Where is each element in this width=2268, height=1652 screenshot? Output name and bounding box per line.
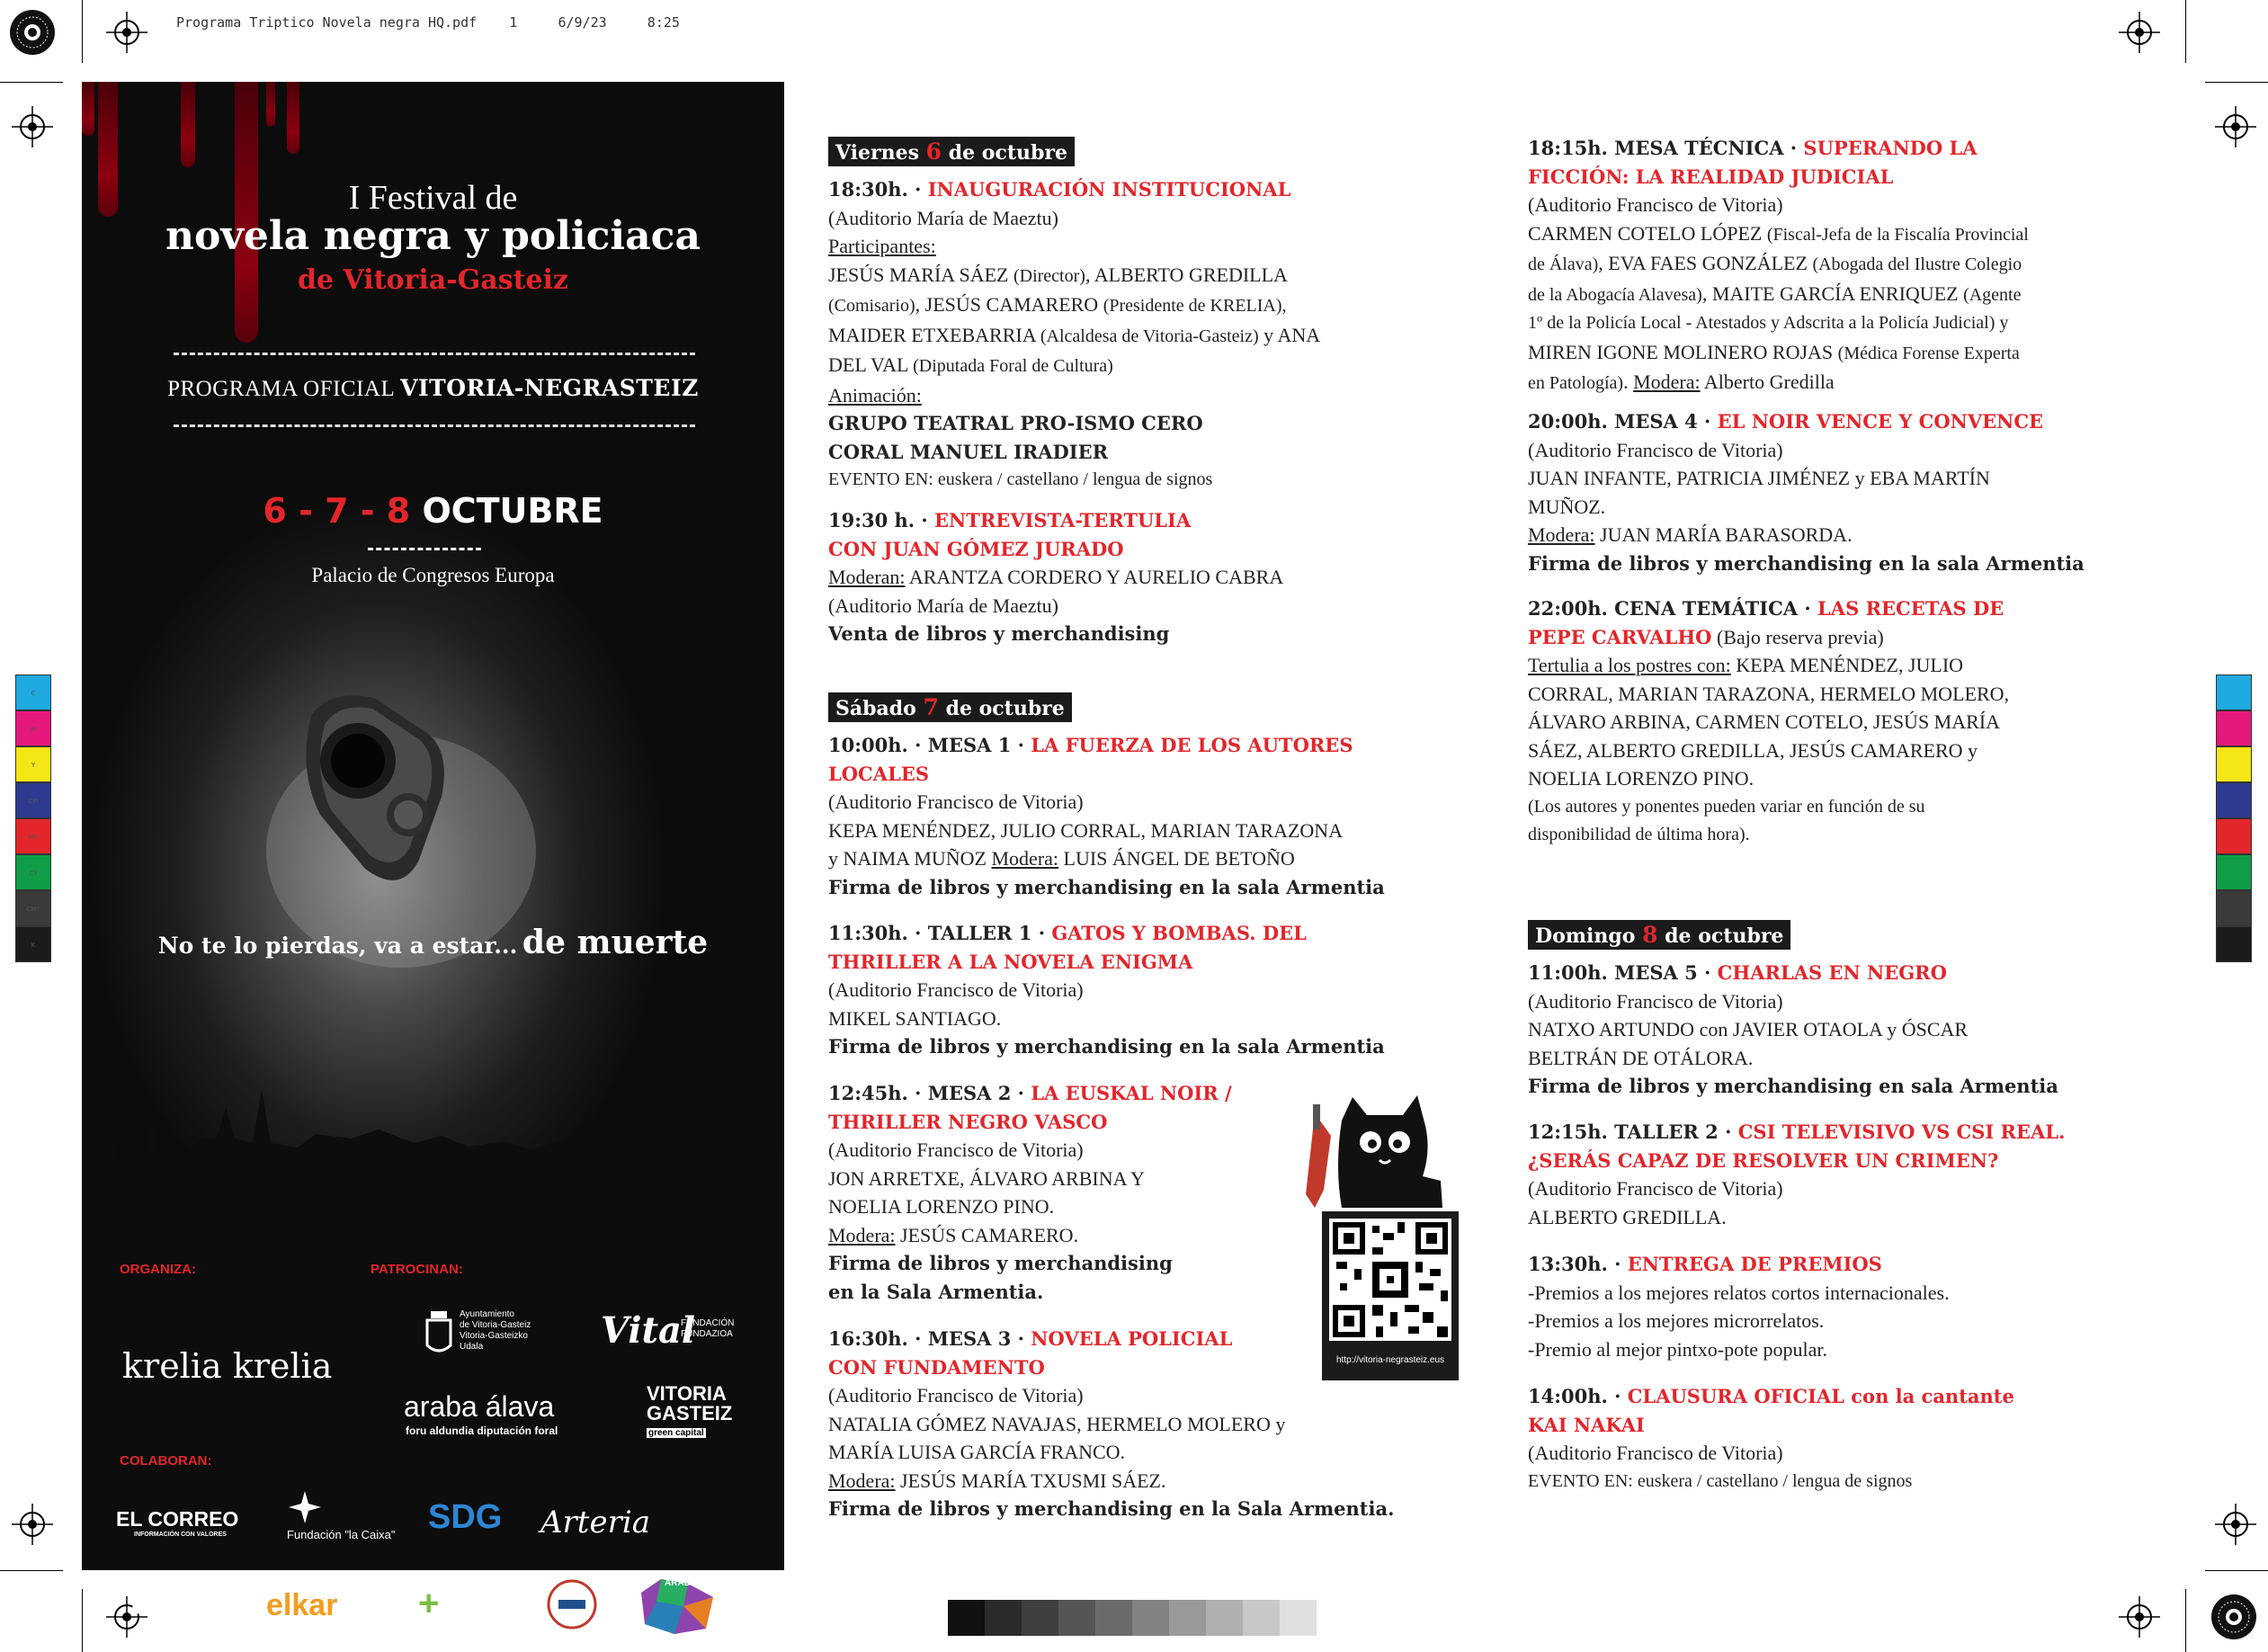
moderator-name: JESÚS CAMARERO.	[895, 1223, 1079, 1246]
swatch-blue	[2216, 782, 2252, 818]
participant-name: , JESÚS CAMARERO	[915, 293, 1103, 316]
slogan	[82, 924, 784, 961]
event-speakers: MIKEL SANTIAGO.	[828, 1006, 1002, 1030]
crop-mark	[2185, 1589, 2186, 1652]
swatch-rich-black	[2216, 890, 2252, 926]
day-name: Domingo	[1535, 924, 1643, 948]
ayser-logo	[131, 1584, 250, 1622]
event-venue: (Auditorio Francisco de Vitoria)	[828, 1139, 1084, 1161]
event-title: GATOS Y BOMBAS. DEL	[1051, 922, 1307, 944]
swatch-green: CY	[15, 854, 51, 890]
event-closing	[1528, 1382, 2014, 1496]
starburst-mark-bottom-right	[2210, 1594, 2257, 1640]
participant-role: en Patología)	[1528, 373, 1624, 393]
tertulia-names: ÁLVARO ARBINA, CARMEN COTELO, JESÚS MARÍA	[1528, 710, 2001, 733]
swatch-magenta	[2216, 710, 2252, 746]
lego-logo: LEGO	[371, 1594, 422, 1614]
event-mesa-tecnica	[1528, 134, 2029, 398]
gun-icon	[293, 680, 473, 932]
participant-role: (Director)	[1013, 265, 1085, 286]
award-item: -Premios a los mejores relatos cortos internacionales.	[1528, 1281, 1950, 1304]
patrocinan-label: PATROCINAN:	[371, 1262, 463, 1277]
event-venue: (Auditorio María de Maeztu)	[828, 594, 1058, 617]
event-signing-note: Firma de libros y merchandising en sala Armentia	[1528, 1075, 2058, 1097]
moderator-label: Modera:	[1528, 523, 1595, 546]
festival-title-line2: novela negra y policiaca	[165, 213, 701, 259]
venue-name: Palacio de Congresos Europa	[311, 564, 555, 586]
event-title: NOVELA POLICIAL	[1031, 1327, 1233, 1350]
tertulia-label: Tertulia a los postres con:	[1528, 654, 1731, 676]
swatch-blue: CM	[15, 782, 51, 818]
registration-mark	[2215, 1504, 2256, 1545]
colaboran-label: COLABORAN:	[120, 1453, 212, 1469]
event-speakers: NOELIA LORENZO PINO.	[828, 1195, 1055, 1218]
moderator-label: Modera:	[828, 1469, 896, 1492]
blood-drip	[287, 82, 299, 154]
event-speakers: ALBERTO GREDILLA.	[1528, 1205, 1727, 1228]
program-name: VITORIA-NEGRASTEIZ	[400, 375, 699, 401]
dashed-divider	[368, 548, 481, 550]
slug-time: 8:25	[647, 14, 680, 31]
event-venue: (Auditorio Francisco de Vitoria)	[828, 1384, 1084, 1406]
moderator-name: JESÚS MARÍA TXUSMI SÁEZ.	[895, 1469, 1166, 1492]
vg-line1: VITORIA	[647, 1382, 727, 1405]
event-time: 18:15h. MESA TÉCNICA ·	[1528, 137, 1804, 159]
swatch-cyan	[2216, 674, 2252, 710]
event-speakers: NATALIA GÓMEZ NAVAJAS, HERMELO MOLERO y	[828, 1412, 1286, 1435]
swatch-rich-black: CMY	[15, 890, 51, 926]
ayser-com: .com	[220, 1602, 251, 1616]
event-time: 22:00h. CENA TEMÁTICA ·	[1528, 597, 1818, 620]
participant-name: CARMEN COTELO LÓPEZ	[1528, 221, 1767, 245]
ayto-line4: Udala	[460, 1342, 484, 1352]
award-item: -Premio al mejor pintxo-pote popular.	[1528, 1337, 1827, 1361]
starburst-mark-top-left	[9, 9, 56, 56]
tertulia-names: SÁEZ, ALBERTO GREDILLA, JESÚS CAMARERO y	[1528, 738, 1978, 762]
award-item: -Premios a los mejores microrrelatos.	[1528, 1309, 1825, 1332]
crop-mark	[0, 82, 63, 83]
color-bar-left	[15, 674, 51, 962]
event-time: 14:00h. ·	[1528, 1385, 1628, 1407]
event-taller-2	[1528, 1118, 2065, 1231]
araba-logo: araba álava	[404, 1390, 555, 1423]
arteria-logo: Arteria	[540, 1505, 650, 1540]
swatch-red: MY	[15, 818, 51, 854]
event-venue: (Auditorio Francisco de Vitoria)	[828, 790, 1084, 813]
day-number: 6	[925, 138, 942, 165]
event-time: 12:15h. TALLER 2 ·	[1528, 1121, 1738, 1143]
event-time: 13:30h. ·	[1528, 1253, 1628, 1275]
participant-name: y ANA	[1258, 323, 1321, 346]
participant-role: (Comisario)	[828, 296, 915, 316]
dashed-divider	[174, 424, 695, 427]
swatch-yellow	[2216, 746, 2252, 782]
day-number: 8	[1642, 922, 1658, 948]
crop-mark	[82, 1589, 83, 1652]
araba-map-label: ARABA	[665, 1578, 698, 1588]
blood-drip	[181, 82, 195, 167]
event-venue: (Auditorio Francisco de Vitoria)	[1528, 193, 1783, 216]
event-title-cont: LOCALES	[828, 762, 930, 785]
color-bar-right	[2216, 674, 2252, 962]
participant-name: MIREN IGONE MOLINERO ROJAS	[1528, 340, 1838, 363]
event-speakers: JON ARRETXE, ÁLVARO ARBINA Y	[828, 1166, 1145, 1190]
event-title: INAUGURACIÓN INSTITUCIONAL	[927, 178, 1291, 201]
event-title-cont: PEPE CARVALHO	[1528, 625, 1712, 648]
swatch-yellow: Y	[15, 746, 51, 782]
vital-sub1: FUNDACIÓN	[681, 1318, 735, 1328]
event-time: 11:30h. · TALLER 1 ·	[828, 922, 1052, 944]
el-correo-logo: EL CORREO	[116, 1507, 239, 1531]
event-title: ENTREVISTA-TERTULIA	[934, 509, 1192, 531]
blood-drip	[82, 82, 94, 136]
black-cat-icon	[1306, 1095, 1457, 1208]
blood-drip	[266, 82, 275, 127]
event-signing-note: Firma de libros y merchandising en la sala Armentia	[1528, 551, 2085, 575]
event-title: LA FUERZA DE LOS AUTORES	[1031, 734, 1353, 756]
event-venue: (Auditorio Francisco de Vitoria)	[1528, 1442, 1783, 1464]
day-header-sunday	[1528, 920, 1790, 950]
participant-name: , ALBERTO GREDILLA	[1085, 263, 1288, 286]
crop-mark	[2205, 82, 2268, 83]
event-venue: (Auditorio María de Maeztu)	[828, 206, 1058, 229]
animation-group: GRUPO TEATRAL PRO-ISMO CERO	[828, 412, 1203, 434]
participant-role: (Diputada Foral de Cultura)	[913, 356, 1113, 376]
la-caixa-logo: Fundación "la Caixa"	[287, 1528, 396, 1541]
event-title-cont: FICCIÓN: LA REALIDAD JUDICIAL	[1528, 165, 1894, 188]
event-speakers: JUAN INFANTE, PATRICIA JIMÉNEZ y EBA MARTÍN	[1528, 467, 1990, 489]
sponsors-area	[82, 1170, 784, 1633]
ayser-sub: <fuerza online>	[172, 1624, 228, 1633]
event-mesa-3	[828, 1325, 1394, 1523]
moderator-label: Modera:	[828, 1223, 896, 1246]
separator: .	[1623, 371, 1634, 393]
slogan-part-b: de muerte	[522, 924, 709, 961]
vital-sub	[681, 1318, 734, 1340]
araba-sub: foru aldundia diputación foral	[406, 1424, 558, 1437]
event-title-cont: CON JUAN GÓMEZ JURADO	[828, 537, 1124, 560]
event-cena-tematica	[1528, 594, 2009, 850]
animation-group: CORAL MANUEL IRADIER	[828, 440, 1109, 463]
city-skyline	[82, 1053, 784, 1188]
participant-role: de Álava)	[1528, 254, 1599, 274]
moderator-name: LUIS ÁNGEL DE BETOÑO	[1058, 847, 1295, 870]
day-number: 7	[923, 694, 939, 720]
ayto-line3: Vitoria-Gasteizko	[460, 1331, 528, 1341]
day-header-saturday	[828, 692, 1072, 722]
moderator-names: ARANTZA CORDERO Y AURELIO CABRA	[905, 566, 1284, 588]
program-heading	[82, 375, 784, 402]
event-title: ENTREGA DE PREMIOS	[1627, 1253, 1882, 1275]
day-month: de octubre	[1657, 924, 1784, 948]
event-title-cont: ¿SERÁS CAPAZ DE RESOLVER UN CRIMEN?	[1528, 1148, 1999, 1172]
dates-month: OCTUBRE	[422, 491, 603, 531]
event-taller-1	[828, 919, 1385, 1061]
animation-label: Animación:	[828, 383, 922, 406]
event-mesa-5	[1528, 959, 2058, 1101]
event-time: 12:45h. · MESA 2 ·	[828, 1082, 1031, 1104]
day-name: Viernes	[835, 141, 926, 165]
event-time: 19:30 h. ·	[828, 509, 935, 531]
elkar-logo: elkar	[266, 1588, 338, 1622]
swatch-black: K	[15, 926, 51, 962]
crop-mark	[0, 1570, 63, 1571]
swatch-red	[2216, 818, 2252, 854]
tertulia-names: CORRAL, MARIAN TARAZONA, HERMELO MOLERO,	[1528, 682, 2010, 705]
moderator-label: Modera:	[991, 847, 1059, 870]
registration-mark	[106, 12, 147, 53]
sdg-logo: SDG	[428, 1498, 503, 1536]
registration-mark	[2215, 106, 2256, 147]
la-caixa-star-icon	[287, 1489, 323, 1525]
participant-name: JESÚS MARÍA SÁEZ	[828, 263, 1013, 286]
participant-name: , MAITE GARCÍA ENRIQUEZ	[1701, 281, 1964, 305]
el-correo-sub: INFORMACIÓN CON VALORES	[134, 1531, 227, 1538]
moderator-label: Modera:	[1633, 371, 1701, 393]
day-header-friday	[828, 137, 1075, 166]
crop-mark	[82, 0, 83, 63]
event-time: 18:30h. ·	[828, 178, 928, 201]
dates-numbers: 6 - 7 - 8	[263, 491, 411, 531]
plus-icon: +	[418, 1584, 440, 1623]
swatch-black	[2216, 926, 2252, 962]
event-languages: EVENTO EN: euskera / castellano / lengua de signos	[1528, 1470, 1913, 1491]
qr-url: http://vitoria-negrasteiz.eus	[1335, 1355, 1445, 1365]
event-title: EL NOIR VENCE Y CONVENCE	[1717, 410, 2044, 433]
event-time: 11:00h. MESA 5 ·	[1528, 961, 1718, 984]
event-time: 16:30h. · MESA 3 ·	[828, 1327, 1031, 1350]
event-languages: EVENTO EN: euskera / castellano / lengua de signos	[828, 469, 1213, 489]
day-name: Sábado	[835, 697, 924, 720]
vital-logo: Vital	[601, 1309, 696, 1352]
ayto-line2: de Vitoria-Gasteiz	[460, 1320, 531, 1330]
event-inauguration	[828, 175, 1320, 495]
participant-role: 1º de la Policía Local - Atestados y Adscrita a la Policía Judicial) y	[1528, 313, 2009, 333]
event-venue: (Auditorio Francisco de Vitoria)	[1528, 989, 1783, 1013]
disclaimer-note-cont: disponibilidad de última hora).	[1528, 825, 1750, 844]
event-time: 10:00h. · MESA 1 ·	[828, 734, 1031, 756]
event-time: 20:00h. MESA 4 ·	[1528, 410, 1718, 433]
event-signing-note: Firma de libros y merchandising en la sala Armentia	[828, 1035, 1385, 1058]
event-title-cont: THRILLER A LA NOVELA ENIGMA	[828, 950, 1193, 973]
slogan-part-a: No te lo pierdas, va a estar...	[157, 933, 518, 959]
participants-label: Participantes:	[828, 235, 936, 257]
qr-code-image	[1329, 1219, 1451, 1341]
event-signing-note-cont: en la Sala Armentia.	[828, 1280, 1044, 1303]
dashed-divider	[174, 353, 695, 355]
swatch-magenta: M	[15, 710, 51, 746]
event-speakers: MARÍA LUISA GARCÍA FRANCO.	[828, 1441, 1126, 1463]
vg-line2: GASTEIZ	[647, 1402, 733, 1424]
swatch-green	[2216, 854, 2252, 890]
participant-role: (Alcaldesa de Vitoria-Gasteiz)	[1040, 326, 1259, 346]
reservation-note: (Bajo reserva previa)	[1711, 625, 1884, 648]
vg-line3: green capital	[648, 1428, 704, 1438]
crop-mark	[2205, 1570, 2268, 1571]
participant-role: (Médica Forense Experta	[1837, 343, 2020, 363]
moderator-name: Alberto Gredilla	[1700, 371, 1835, 393]
event-signing-note: Firma de libros y merchandising	[828, 1252, 1173, 1274]
event-interview	[828, 506, 1283, 648]
slug-page: 1	[509, 14, 518, 31]
program-prefix: PROGRAMA OFICIAL	[167, 377, 401, 401]
event-title-cont: KAI NAKAI	[1528, 1413, 1645, 1436]
event-venue: (Auditorio Francisco de Vitoria)	[1528, 438, 1783, 461]
event-title: CSI TELEVISIVO VS CSI REAL.	[1737, 1121, 2066, 1143]
file-slug	[176, 14, 680, 31]
participant-name: MAIDER ETXEBARRIA	[828, 323, 1040, 346]
event-mesa-2	[828, 1079, 1232, 1306]
event-title: CHARLAS EN NEGRO	[1717, 961, 1947, 984]
slug-file: Programa Triptico Novela negra HQ.pdf	[176, 14, 478, 31]
registration-mark	[12, 106, 53, 147]
day-month: de octubre	[938, 697, 1065, 720]
event-awards	[1528, 1250, 1950, 1363]
event-title: CLAUSURA OFICIAL con la cantante	[1627, 1385, 2014, 1407]
event-sale-note: Venta de libros y merchandising	[828, 622, 1170, 645]
slug-date: 6/9/23	[558, 14, 607, 31]
tertulia-names: KEPA MENÉNDEZ, JULIO	[1730, 654, 1964, 676]
swatch-cyan: C	[15, 674, 51, 710]
day-month: de octubre	[942, 141, 1067, 165]
organiza-label: ORGANIZA:	[120, 1262, 196, 1277]
festival-dates	[82, 491, 784, 531]
participant-role: (Presidente de KRELIA),	[1103, 296, 1287, 316]
festival-title-line1: I Festival de	[348, 179, 518, 217]
event-mesa-1	[828, 731, 1385, 901]
event-speakers: BELTRÁN DE OTÁLORA.	[1528, 1046, 1754, 1069]
registration-mark	[2119, 1596, 2160, 1638]
event-signing-note: Firma de libros y merchandising en la Sala Armentia.	[828, 1497, 1395, 1520]
crop-mark	[2185, 0, 2186, 63]
participant-name: , EVA FAES GONZÁLEZ	[1598, 252, 1813, 274]
event-speakers: KEPA MENÉNDEZ, JULIO CORRAL, MARIAN TARAZONA	[828, 818, 1344, 842]
registration-mark	[12, 1504, 53, 1545]
circular-badge-icon	[540, 1573, 603, 1636]
ayser-name: ayser	[131, 1584, 221, 1621]
registration-mark	[2119, 12, 2160, 53]
event-mesa-4	[1528, 407, 2085, 577]
event-title-cont: THRILLER NEGRO VASCO	[828, 1110, 1108, 1133]
vitoria-gasteiz-green-capital-logo	[647, 1382, 733, 1440]
event-title-cont: CON FUNDAMENTO	[828, 1355, 1045, 1379]
event-title: SUPERANDO LA	[1803, 137, 1978, 159]
disclaimer-note: (Los autores y ponentes pueden variar en función de su	[1528, 796, 1925, 817]
tertulia-names: NOELIA LORENZO PINO.	[1528, 767, 1755, 790]
ayto-line1: Ayuntamiento	[460, 1309, 514, 1319]
event-title: LA EUSKAL NOIR /	[1031, 1082, 1232, 1104]
event-speakers: NATXO ARTUNDO con JAVIER OTAOLA y ÓSCAR	[1528, 1018, 1969, 1040]
event-speakers: y NAIMA MUÑOZ	[828, 847, 992, 870]
cover-panel	[82, 82, 784, 1633]
event-venue: (Auditorio Francisco de Vitoria)	[1528, 1177, 1783, 1200]
festival-title-city: de Vitoria-Gasteiz	[298, 264, 568, 296]
participant-role: (Abogada del Ilustre Colegio	[1812, 254, 2022, 274]
lego-sub: en comunicación corporativa	[442, 1616, 511, 1621]
participant-role: (Fiscal-Jefa de la Fiscalía Provincial	[1766, 224, 2029, 245]
event-title: LAS RECETAS DE	[1817, 597, 2005, 620]
participant-role: de la Abogacía Alavesa)	[1528, 284, 1702, 305]
moderator-name: JUAN MARÍA BARASORDA.	[1594, 523, 1853, 546]
participant-role: (Agente	[1963, 284, 2022, 305]
vital-sub2: FUNDAZIOA	[681, 1329, 733, 1339]
ayuntamiento-logo	[424, 1309, 558, 1356]
participant-name: DEL VAL	[828, 353, 914, 376]
event-speakers: MUÑOZ.	[1528, 495, 1606, 518]
krelia-logo: krelia krelia	[122, 1346, 333, 1386]
event-venue: (Auditorio Francisco de Vitoria)	[828, 978, 1084, 1001]
gray-step-bar	[948, 1600, 1317, 1636]
city-crest-icon	[424, 1309, 454, 1356]
event-signing-note: Firma de libros y merchandising en la sala Armentia	[828, 875, 1385, 898]
moderator-label: Moderan:	[828, 566, 906, 588]
